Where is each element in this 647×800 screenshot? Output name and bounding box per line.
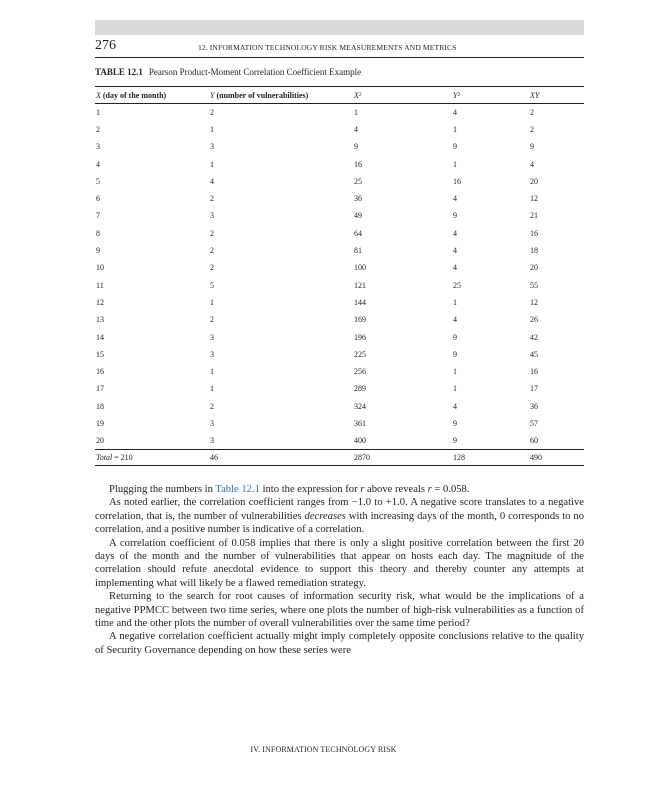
y-cell: 2 xyxy=(210,107,214,117)
xy-cell: 2 xyxy=(530,107,534,117)
y-cell: 3 xyxy=(210,418,214,428)
paragraph-3: A correlation coefficient of 0.058 implies that there is only a slight positive correlation between the first 20 days of the month and the number of vulnerabilities that appear on hosts each day. The magnitude of the correlation should refute anecdotal evidence to support this theory and thereby counter any attempts at implementing what will likely be a flawed remediation strategy. xyxy=(95,537,584,589)
x2-cell: 324 xyxy=(354,401,366,411)
xy-cell: 4 xyxy=(530,159,534,169)
table-row xyxy=(95,242,584,259)
x-cell: 1 xyxy=(96,107,100,117)
table-row xyxy=(95,155,584,172)
xy-cell: 60 xyxy=(530,432,584,449)
xy-cell: 55 xyxy=(530,280,538,290)
table-row xyxy=(95,259,584,276)
col-header-x-desc: (day of the month) xyxy=(100,90,167,100)
y-cell: 2 xyxy=(210,194,214,204)
table-row xyxy=(95,346,584,363)
y2-cell: 4 xyxy=(453,246,457,256)
p1-text-a: Plugging the numbers in xyxy=(109,484,216,495)
y2-cell: 1 xyxy=(453,159,457,169)
x-cell: 16 xyxy=(96,367,104,377)
col-header-x2-label: X² xyxy=(354,90,362,100)
x2-cell: 1 xyxy=(354,107,358,117)
table-body xyxy=(95,104,584,450)
table-row xyxy=(95,121,584,138)
p1-text-b: into the expression for xyxy=(259,484,361,495)
running-head: 12. INFORMATION TECHNOLOGY RISK MEASUREMENTS AND METRICS xyxy=(198,43,457,52)
x-cell: 20 xyxy=(95,432,210,449)
x2-cell: 361 xyxy=(354,418,366,428)
table-number: TABLE 12.1 xyxy=(95,67,143,77)
xy-cell: 12 xyxy=(530,194,538,204)
total-x2: 2870 xyxy=(354,449,453,465)
xy-cell: 20 xyxy=(530,263,538,273)
col-header-y xyxy=(210,87,354,104)
y-cell: 1 xyxy=(210,367,214,377)
total-x-cell xyxy=(95,449,210,465)
table-caption xyxy=(95,67,361,77)
y2-cell: 9 xyxy=(453,211,457,221)
x2-cell: 256 xyxy=(354,367,366,377)
x-cell: 7 xyxy=(96,211,100,221)
x2-cell: 49 xyxy=(354,211,362,221)
paragraph-4: Returning to the search for root causes of information security risk, what would be the implications of a negative PPMCC between two time series, where one plots the number of high-risk vulnerabilities as a function of time and the other plots the number of overall vulnerabilities over the same time period? xyxy=(95,591,584,630)
x2-cell: 16 xyxy=(354,159,362,169)
x2-cell: 9 xyxy=(354,142,358,152)
running-foot: IV. INFORMATION TECHNOLOGY RISK xyxy=(250,745,397,754)
table-row xyxy=(95,328,584,345)
page-number: 276 xyxy=(95,38,116,53)
header-rule xyxy=(95,57,584,58)
y-cell: 3 xyxy=(210,211,214,221)
table-total-row xyxy=(95,449,584,465)
x2-cell: 121 xyxy=(354,280,366,290)
xy-cell: 12 xyxy=(530,297,538,307)
x2-cell: 225 xyxy=(354,349,366,359)
paragraph-1 xyxy=(95,483,584,496)
y2-cell: 9 xyxy=(453,142,457,152)
x-cell: 5 xyxy=(96,176,100,186)
xy-cell: 20 xyxy=(530,176,538,186)
table-row xyxy=(95,276,584,293)
total-y: 46 xyxy=(210,449,354,465)
xy-cell: 2 xyxy=(530,124,534,134)
x2-cell: 144 xyxy=(354,297,366,307)
total-x: = 210 xyxy=(112,452,133,462)
x-cell: 17 xyxy=(96,384,104,394)
x-cell: 12 xyxy=(96,297,104,307)
y2-cell: 25 xyxy=(453,280,461,290)
xy-cell: 16 xyxy=(530,228,538,238)
x-cell: 10 xyxy=(96,263,104,273)
y-cell: 3 xyxy=(210,349,214,359)
x-cell: 9 xyxy=(96,246,100,256)
col-header-x xyxy=(95,87,210,104)
x2-cell: 100 xyxy=(354,263,366,273)
y2-cell: 9 xyxy=(453,332,457,342)
table-row xyxy=(95,432,584,449)
y2-cell: 4 xyxy=(453,315,457,325)
xy-cell: 18 xyxy=(530,246,538,256)
y-cell: 3 xyxy=(210,432,354,449)
table-row xyxy=(95,415,584,432)
header-band xyxy=(95,20,584,35)
p2-emphasis: decreases xyxy=(304,510,346,522)
xy-cell: 16 xyxy=(530,367,538,377)
x-cell: 3 xyxy=(96,142,100,152)
x2-cell: 64 xyxy=(354,228,362,238)
xy-cell: 21 xyxy=(530,211,538,221)
xy-cell: 9 xyxy=(530,142,534,152)
table-row xyxy=(95,380,584,397)
y2-cell: 1 xyxy=(453,297,457,307)
table-row xyxy=(95,190,584,207)
xy-cell: 45 xyxy=(530,349,538,359)
x2-cell: 289 xyxy=(354,384,366,394)
total-xy: 490 xyxy=(530,449,584,465)
col-header-y2-label: Y² xyxy=(453,90,460,100)
table-header-row xyxy=(95,87,584,104)
table-row xyxy=(95,138,584,155)
paragraph-2 xyxy=(95,496,584,536)
p2-text-b: with increasing days of the month, 0 corresponds to no correlation, and a positive number is indicative of a correlation. xyxy=(95,510,584,536)
x-cell: 18 xyxy=(96,401,104,411)
total-label: Total xyxy=(96,452,113,462)
paragraph-5: A negative correlation coefficient actually might imply completely opposite conclusions relative to the quality of Security Governance depending on how these series were xyxy=(95,631,584,656)
table-row xyxy=(95,104,584,121)
y-cell: 2 xyxy=(210,315,214,325)
y-cell: 1 xyxy=(210,297,214,307)
x-cell: 8 xyxy=(96,228,100,238)
x2-cell: 400 xyxy=(354,432,453,449)
y-cell: 3 xyxy=(210,142,214,152)
y2-cell: 9 xyxy=(453,418,457,428)
x2-cell: 25 xyxy=(354,176,362,186)
x-cell: 2 xyxy=(96,124,100,134)
y2-cell: 4 xyxy=(453,263,457,273)
y-cell: 1 xyxy=(210,159,214,169)
col-header-xy-label: XY xyxy=(530,90,540,100)
total-y2: 128 xyxy=(453,449,530,465)
y-cell: 2 xyxy=(210,263,214,273)
y2-cell: 1 xyxy=(453,384,457,394)
col-header-x2 xyxy=(354,87,453,104)
y2-cell: 4 xyxy=(453,228,457,238)
y2-cell: 1 xyxy=(453,124,457,134)
y2-cell: 9 xyxy=(453,432,530,449)
x-cell: 11 xyxy=(96,280,104,290)
y2-cell: 4 xyxy=(453,107,457,117)
table-row xyxy=(95,398,584,415)
table-row xyxy=(95,311,584,328)
x-cell: 13 xyxy=(96,315,104,325)
y-cell: 1 xyxy=(210,124,214,134)
y-cell: 2 xyxy=(210,246,214,256)
correlation-table xyxy=(95,86,584,466)
col-header-y2 xyxy=(453,87,530,104)
xy-cell: 57 xyxy=(530,418,538,428)
col-header-xy xyxy=(530,87,584,104)
table-row xyxy=(95,294,584,311)
y2-cell: 16 xyxy=(453,176,461,186)
table-row xyxy=(95,363,584,380)
p2-text-a: As noted earlier, the correlation coefficient ranges from −1.0 to +1.0. A negative score translates to a negative correlation, that is, the number of vulnerabilities xyxy=(95,497,584,522)
x2-cell: 4 xyxy=(354,124,358,134)
xy-cell: 36 xyxy=(530,401,538,411)
table-row xyxy=(95,173,584,190)
y-cell: 4 xyxy=(210,176,214,186)
y-cell: 1 xyxy=(210,384,214,394)
p1-text-c: above reveals xyxy=(364,484,428,495)
table-row xyxy=(95,207,584,224)
p1-text-d: = 0.058. xyxy=(431,484,470,495)
xy-cell: 26 xyxy=(530,315,538,325)
y-cell: 5 xyxy=(210,280,214,290)
y2-cell: 4 xyxy=(453,194,457,204)
p1-var-r1: r xyxy=(360,484,365,495)
col-header-x-var: X xyxy=(96,90,101,100)
y-cell: 2 xyxy=(210,228,214,238)
table-row xyxy=(95,225,584,242)
col-header-y-var: Y xyxy=(210,90,215,100)
col-header-y-desc: (number of vulnerabilities) xyxy=(214,90,309,100)
xy-cell: 42 xyxy=(530,332,538,342)
x2-cell: 196 xyxy=(354,332,366,342)
x-cell: 6 xyxy=(96,194,100,204)
x2-cell: 169 xyxy=(354,315,366,325)
y2-cell: 1 xyxy=(453,367,457,377)
p1-var-r2: r xyxy=(427,484,432,495)
xy-cell: 17 xyxy=(530,384,538,394)
table-reference-link[interactable]: Table 12.1 xyxy=(215,484,260,495)
y-cell: 2 xyxy=(210,401,214,411)
table-title: Pearson Product-Moment Correlation Coefficient Example xyxy=(148,67,362,77)
x-cell: 15 xyxy=(96,349,104,359)
body-text xyxy=(95,483,584,657)
x-cell: 4 xyxy=(96,159,100,169)
x-cell: 19 xyxy=(96,418,104,428)
x-cell: 14 xyxy=(96,332,104,342)
y-cell: 3 xyxy=(210,332,214,342)
x2-cell: 81 xyxy=(354,246,362,256)
y2-cell: 9 xyxy=(453,349,457,359)
y2-cell: 4 xyxy=(453,401,457,411)
x2-cell: 36 xyxy=(354,194,362,204)
